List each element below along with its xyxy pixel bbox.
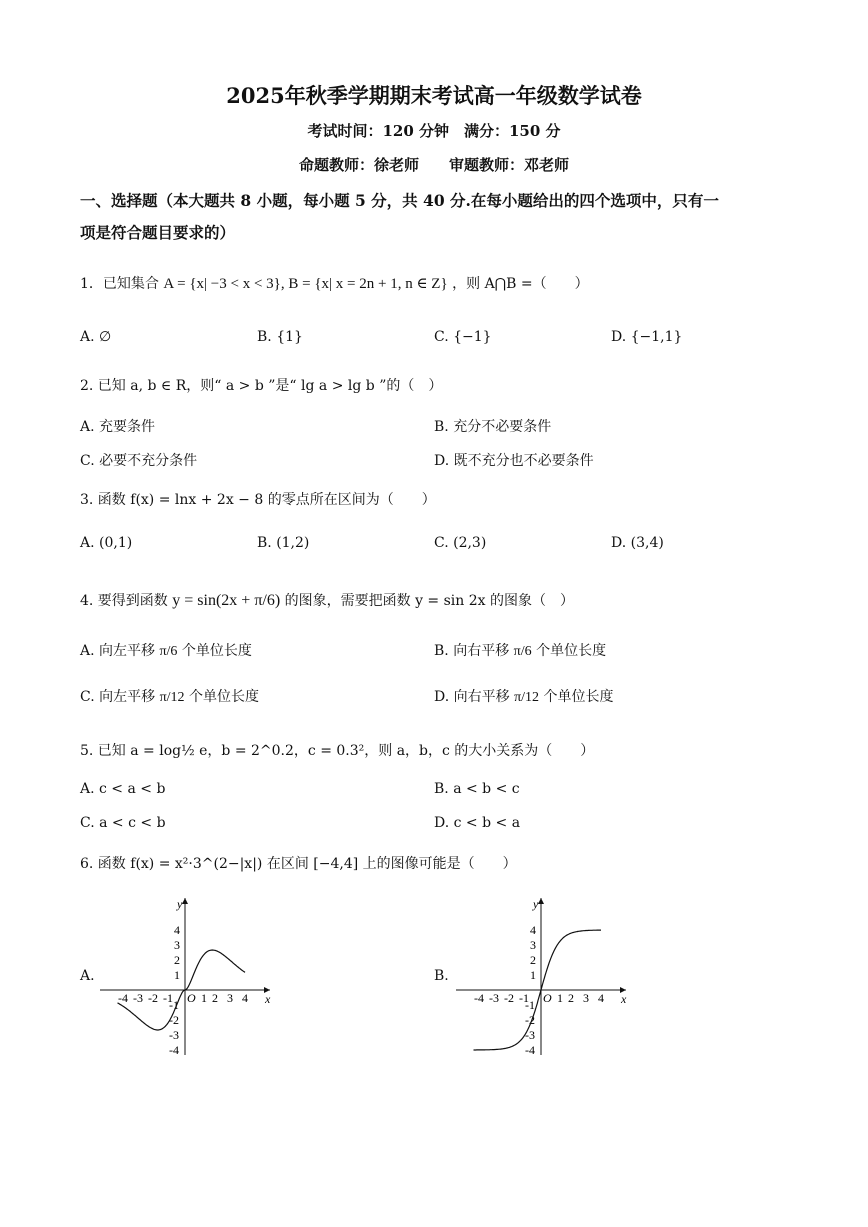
q3-option-d[interactable]: D. (3,4): [611, 535, 664, 551]
q1-option-d[interactable]: D. {−1,1}: [611, 329, 683, 345]
x-tick-label: -1: [519, 991, 529, 1005]
q6-graph-b: [456, 890, 636, 1060]
section-heading-line1: 一、选择题（本大题共 8 小题，每小题 5 分，共 40 分.在每小题给出的四个选项中，只有一: [80, 191, 719, 210]
question-6: 6. 函数 f(x) = x²·3^(2−|x|) 在区间 [−4,4] 上的图像可能是（ ）: [80, 856, 517, 872]
x-tick-label: -2: [504, 991, 514, 1005]
q1-option-c[interactable]: C. {−1}: [434, 329, 492, 345]
x-axis-label: x: [621, 992, 627, 1006]
question-1-sets: A = {x| −3 < x < 3}, B = {x| x = 2n + 1, n ∈ Z}: [163, 276, 448, 292]
q6-option-a[interactable]: A.: [80, 968, 95, 984]
fraction: π/12: [159, 689, 185, 705]
fraction: π/6: [159, 643, 178, 659]
exam-meta: 考试时间：120 分钟 满分：150 分: [307, 122, 561, 140]
y-tick-label: -3: [169, 1028, 179, 1042]
q3-option-b[interactable]: B. (1,2): [257, 535, 310, 551]
q5-option-a[interactable]: A. c < a < b: [80, 781, 166, 797]
section-heading-line2: 项是符合题目要求的）: [80, 223, 236, 242]
y-tick-label: 3: [174, 938, 180, 952]
x-tick-label: -2: [148, 991, 158, 1005]
fraction: π/6: [513, 643, 532, 659]
y-tick-label: -2: [525, 1013, 535, 1027]
x-tick-label: 3: [583, 991, 589, 1005]
question-4-post: 的图象，需要把函数 y = sin 2x 的图象（ ）: [284, 593, 574, 609]
question-4-pre: 4. 要得到函数: [80, 593, 168, 609]
q5-option-b[interactable]: B. a < b < c: [434, 781, 520, 797]
x-tick-label: 1: [201, 991, 207, 1005]
x-tick-label: -1: [163, 991, 173, 1005]
origin-label: O: [543, 991, 552, 1005]
question-1-num: 1．已知集合: [80, 276, 159, 292]
y-tick-label: 3: [530, 938, 536, 952]
q3-option-a[interactable]: A. (0,1): [80, 535, 133, 551]
y-arrow-icon: [182, 898, 188, 904]
q1-option-b[interactable]: B. {1}: [257, 329, 303, 345]
question-1: [80, 273, 589, 293]
x-tick-label: -4: [118, 991, 128, 1005]
y-tick-label: -1: [169, 998, 179, 1012]
q2-option-a[interactable]: A. 充要条件: [80, 419, 156, 435]
x-tick-label: -3: [489, 991, 499, 1005]
y-axis-label: y: [533, 897, 539, 911]
question-2: 2. 已知 a, b ∈ R，则“ a > b ”是“ lg a > lg b ”的（ ）: [80, 378, 443, 394]
y-arrow-icon: [538, 898, 544, 904]
y-tick-label: 1: [530, 968, 536, 982]
x-tick-label: 3: [227, 991, 233, 1005]
exam-teachers: 命题教师：徐老师 审题教师：邓老师: [298, 156, 569, 174]
x-tick-label: 1: [557, 991, 563, 1005]
y-tick-label: 2: [174, 953, 180, 967]
y-tick-label: -1: [525, 998, 535, 1012]
page-title: 2025年秋季学期期末考试高一年级数学试卷: [226, 83, 642, 108]
y-tick-label: -4: [169, 1043, 179, 1057]
x-axis-label: x: [265, 992, 271, 1006]
y-tick-label: 2: [530, 953, 536, 967]
y-tick-label: 1: [174, 968, 180, 982]
y-tick-label: -2: [169, 1013, 179, 1027]
q1-option-a[interactable]: A. ∅: [80, 329, 112, 345]
x-tick-label: 2: [568, 991, 574, 1005]
question-4-expr: y = sin(2x + π/6): [172, 592, 281, 609]
x-tick-label: -4: [474, 991, 484, 1005]
question-1-tail: ，则 A⋂B =（ ）: [452, 276, 589, 292]
y-tick-label: -4: [525, 1043, 535, 1057]
x-tick-label: 4: [242, 991, 248, 1005]
q5-option-d[interactable]: D. c < b < a: [434, 815, 521, 831]
y-tick-label: 4: [174, 923, 180, 937]
q4-option-b[interactable]: B. 向右平移 π/6 个单位长度: [434, 643, 607, 659]
x-tick-label: 4: [598, 991, 604, 1005]
question-5: 5. 已知 a = log½ e，b = 2^0.2，c = 0.3²，则 a，b，c 的大小关系为（ ）: [80, 743, 595, 759]
fraction: π/12: [514, 689, 540, 705]
q4-option-d[interactable]: D. 向右平移 π/12 个单位长度: [434, 689, 614, 705]
question-3: 3. 函数 f(x) = lnx + 2x − 8 的零点所在区间为（ ）: [80, 492, 436, 508]
x-tick-label: 2: [212, 991, 218, 1005]
y-axis-label: y: [177, 897, 183, 911]
q3-option-c[interactable]: C. (2,3): [434, 535, 487, 551]
q6-graph-a: [100, 890, 280, 1060]
q5-option-c[interactable]: C. a < c < b: [80, 815, 166, 831]
q6-option-b[interactable]: B.: [434, 968, 449, 984]
x-tick-label: -3: [133, 991, 143, 1005]
q4-option-c[interactable]: C. 向左平移 π/12 个单位长度: [80, 689, 259, 705]
y-tick-label: -3: [525, 1028, 535, 1042]
q2-option-c[interactable]: C. 必要不充分条件: [80, 453, 198, 469]
question-4: [80, 590, 574, 610]
q2-option-b[interactable]: B. 充分不必要条件: [434, 419, 552, 435]
y-tick-label: 4: [530, 923, 536, 937]
origin-label: O: [187, 991, 196, 1005]
q4-option-a[interactable]: A. 向左平移 π/6 个单位长度: [80, 643, 252, 659]
q2-option-d[interactable]: D. 既不充分也不必要条件: [434, 453, 594, 469]
